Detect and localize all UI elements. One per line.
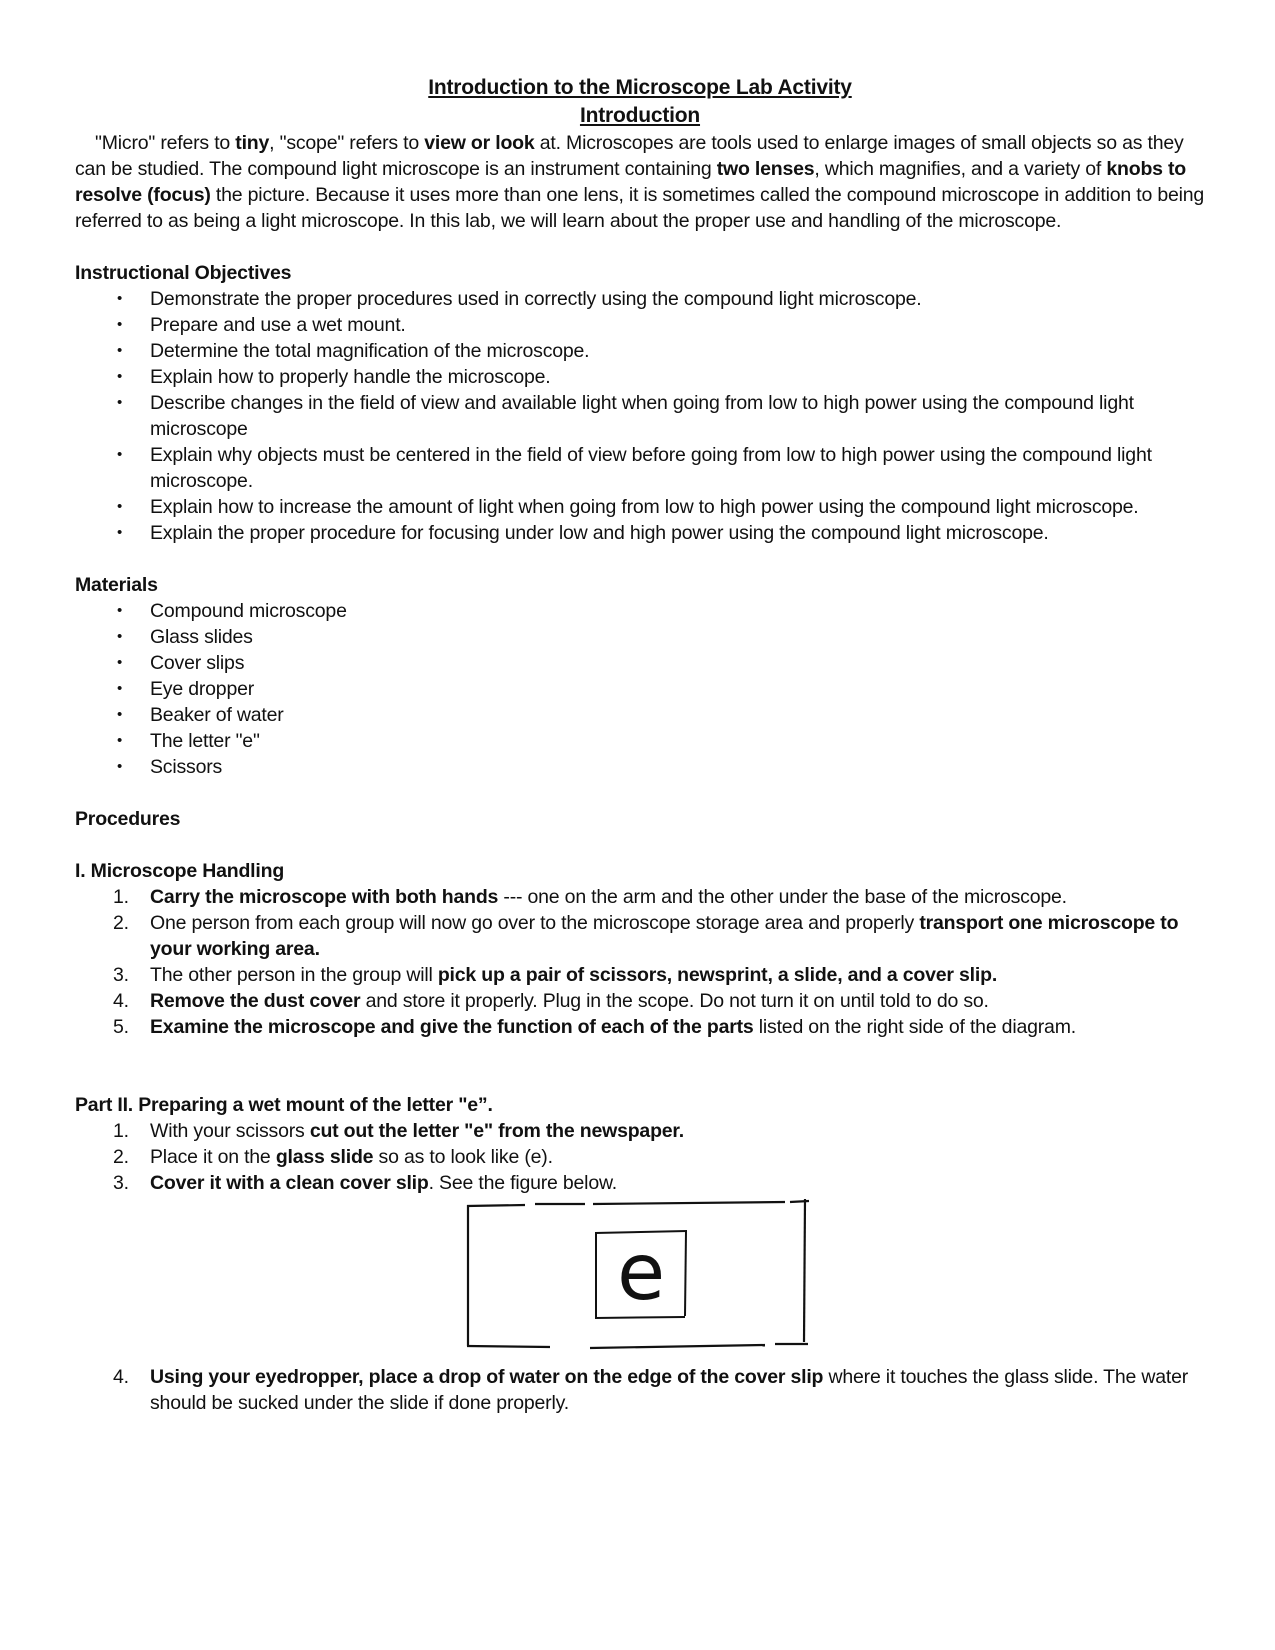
objectives-list xyxy=(75,286,1205,546)
list-item: • Cover slips xyxy=(75,650,1205,676)
part2-steps-continued xyxy=(75,1364,1205,1416)
list-item: • Explain why objects must be centered in the field of view before going from low to high power using the compound light microscope. xyxy=(75,442,1205,494)
text-run: and store it properly. Plug in the scope. Do not turn it on until told to do so. xyxy=(360,990,989,1012)
slide-figure xyxy=(75,1196,1205,1364)
list-item: • Explain how to properly handle the microscope. xyxy=(75,364,1205,390)
bold-text: glass slide xyxy=(275,1146,374,1168)
bold-text: tiny xyxy=(235,132,270,154)
list-item: • Eye dropper xyxy=(75,676,1205,702)
step-item xyxy=(75,1170,1205,1196)
step-number: 3. xyxy=(113,1172,129,1194)
text-run: , which magnifies, and a variety of xyxy=(814,158,1107,180)
list-item: • Describe changes in the field of view and available light when going from low to high power using the compound light microscope xyxy=(75,390,1205,442)
step-number: 1. xyxy=(113,1120,129,1142)
bold-text: two lenses xyxy=(716,158,815,180)
bold-text: Examine the microscope and give the function of each of the parts xyxy=(150,1016,754,1038)
text-run: --- one on the arm and the other under the base of the microscope. xyxy=(498,886,1067,908)
text-run: One person from each group will now go over to the microscope storage area and properly xyxy=(150,912,920,934)
section-title-introduction: Introduction xyxy=(579,104,701,127)
step-item xyxy=(75,1364,1205,1416)
bold-text: knobs to resolve (focus) xyxy=(75,158,1187,206)
bold-text: transport one microscope to your working area. xyxy=(150,912,1179,960)
step-item xyxy=(75,988,1205,1014)
text-run: With your scissors xyxy=(150,1120,310,1142)
list-item: • Explain the proper procedure for focusing under low and high power using the compound light microscope. xyxy=(75,520,1205,546)
text-run: so as to look like (e). xyxy=(373,1146,553,1168)
text-run: . See the figure below. xyxy=(428,1172,617,1194)
part2-steps xyxy=(75,1118,1205,1196)
list-item: • Compound microscope xyxy=(75,598,1205,624)
text-run: The other person in the group will xyxy=(150,964,438,986)
step-number: 5. xyxy=(113,1016,129,1038)
bold-text: pick up a pair of scissors, newsprint, a slide, and a cover slip. xyxy=(437,964,998,986)
procedures-heading: Procedures xyxy=(75,808,181,830)
list-item: • Demonstrate the proper procedures used in correctly using the compound light microscope. xyxy=(75,286,1205,312)
step-number: 1. xyxy=(113,886,129,908)
bold-text: view or look xyxy=(424,132,535,154)
list-item: • Prepare and use a wet mount. xyxy=(75,312,1205,338)
bold-text: cut out the letter "e" from the newspaper. xyxy=(309,1120,684,1142)
step-item xyxy=(75,1144,1205,1170)
part1-steps xyxy=(75,884,1205,1040)
part1-heading: I. Microscope Handling xyxy=(75,860,285,882)
step-number: 4. xyxy=(113,990,129,1012)
text-run: at. Microscopes are tools used to enlarge images of small objects so as they can be studied. The compound light microscope is an instrument containing xyxy=(75,132,1184,180)
page-title: Introduction to the Microscope Lab Activity xyxy=(428,76,852,99)
step-item xyxy=(75,1014,1205,1040)
step-item xyxy=(75,1118,1205,1144)
text-run: listed on the right side of the diagram. xyxy=(753,1016,1076,1038)
materials-heading: Materials xyxy=(75,574,158,596)
step-number: 3. xyxy=(113,964,129,986)
list-item: • Beaker of water xyxy=(75,702,1205,728)
step-item xyxy=(75,910,1205,962)
list-item: • Explain how to increase the amount of light when going from low to high power using the compound light microscope. xyxy=(75,494,1205,520)
letter-e-label: e xyxy=(617,1228,665,1318)
document-page xyxy=(75,74,1205,1416)
list-item: • Glass slides xyxy=(75,624,1205,650)
materials-list xyxy=(75,598,1205,780)
list-item: • The letter "e" xyxy=(75,728,1205,754)
step-item xyxy=(75,962,1205,988)
slide-diagram xyxy=(465,1196,815,1364)
bold-text: Carry the microscope with both hands xyxy=(150,886,499,908)
text-run: , "scope" refers to xyxy=(269,132,425,154)
step-item xyxy=(75,884,1205,910)
text-run: Place it on the xyxy=(150,1146,276,1168)
part2-heading: Part II. Preparing a wet mount of the letter "e”. xyxy=(75,1094,493,1116)
bold-text: Using your eyedropper, place a drop of water on the edge of the cover slip xyxy=(150,1366,824,1388)
step-number: 4. xyxy=(113,1366,129,1388)
objectives-heading: Instructional Objectives xyxy=(75,262,292,284)
step-number: 2. xyxy=(113,912,129,934)
bold-text: Remove the dust cover xyxy=(150,990,361,1012)
text-run: the picture. Because it uses more than one lens, it is sometimes called the compound microscope in addition to being referred to as being a light microscope. In this lab, we will learn about the proper use and handling of the microscope. xyxy=(75,184,1205,232)
bold-text: Cover it with a clean cover slip xyxy=(150,1172,429,1194)
text-run: where it touches the glass slide. The water should be sucked under the slide if done properly. xyxy=(150,1366,1189,1414)
step-number: 2. xyxy=(113,1146,129,1168)
text-run: "Micro" refers to xyxy=(95,132,236,154)
list-item: • Scissors xyxy=(75,754,1205,780)
list-item: • Determine the total magnification of the microscope. xyxy=(75,338,1205,364)
intro-paragraph xyxy=(75,130,1205,234)
